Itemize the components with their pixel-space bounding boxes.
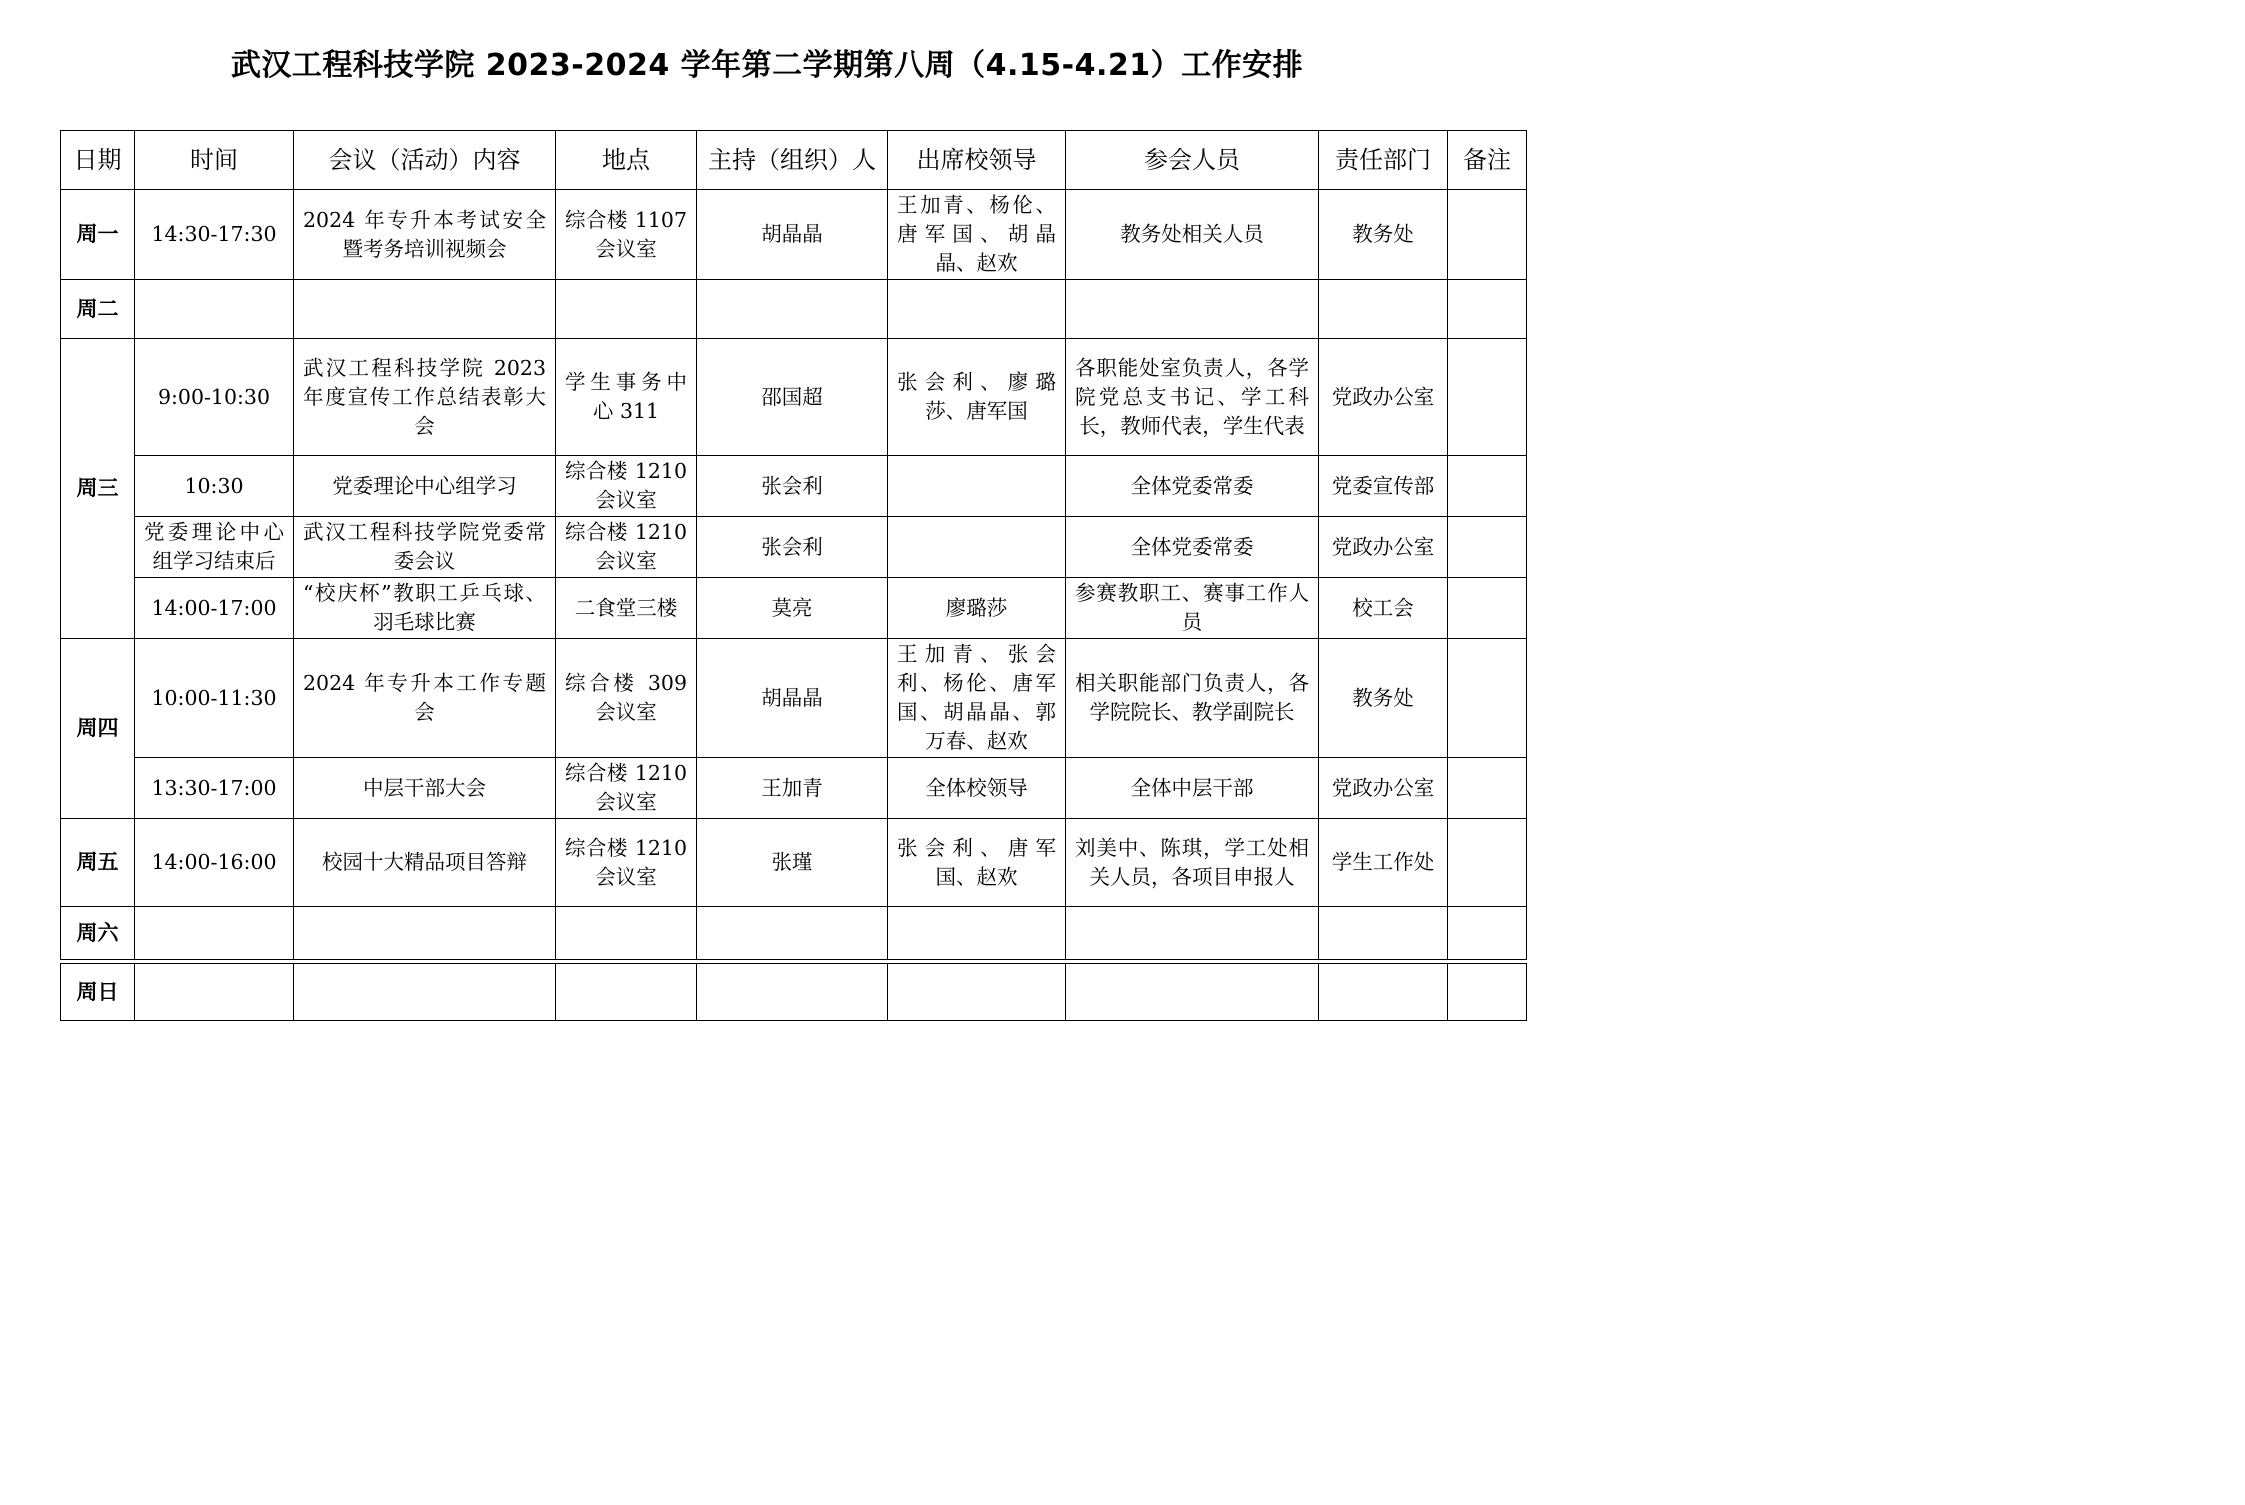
attendees-cell: 全体党委常委 bbox=[1066, 517, 1319, 578]
time-cell: 14:30-17:30 bbox=[135, 190, 294, 280]
host-cell bbox=[697, 964, 888, 1021]
content-cell bbox=[294, 280, 556, 339]
day-wednesday: 周三 bbox=[61, 339, 135, 639]
table-row bbox=[61, 517, 1527, 578]
note-cell bbox=[1448, 907, 1527, 960]
leaders-cell: 张会利、唐军国、赵欢 bbox=[888, 819, 1066, 907]
table-row bbox=[61, 578, 1527, 639]
location-cell bbox=[556, 964, 697, 1021]
table-row bbox=[61, 758, 1527, 819]
host-cell: 张会利 bbox=[697, 456, 888, 517]
attendees-cell: 全体党委常委 bbox=[1066, 456, 1319, 517]
note-cell bbox=[1448, 758, 1527, 819]
day-saturday: 周六 bbox=[61, 907, 135, 960]
time-cell bbox=[135, 964, 294, 1021]
note-cell bbox=[1448, 280, 1527, 339]
time-cell: 10:00-11:30 bbox=[135, 639, 294, 758]
attendees-cell: 参赛教职工、赛事工作人员 bbox=[1066, 578, 1319, 639]
day-sunday: 周日 bbox=[61, 964, 135, 1021]
header-note: 备注 bbox=[1448, 131, 1527, 190]
leaders-cell bbox=[888, 280, 1066, 339]
day-tuesday: 周二 bbox=[61, 280, 135, 339]
table-row bbox=[61, 907, 1527, 960]
time-cell: 10:30 bbox=[135, 456, 294, 517]
location-cell: 二食堂三楼 bbox=[556, 578, 697, 639]
header-time: 时间 bbox=[135, 131, 294, 190]
attendees-cell: 刘美中、陈琪，学工处相关人员，各项目申报人 bbox=[1066, 819, 1319, 907]
table-row bbox=[61, 456, 1527, 517]
content-cell: 武汉工程科技学院党委常委会议 bbox=[294, 517, 556, 578]
leaders-cell bbox=[888, 964, 1066, 1021]
content-cell: 党委理论中心组学习 bbox=[294, 456, 556, 517]
leaders-cell bbox=[888, 456, 1066, 517]
time-cell: 9:00-10:30 bbox=[135, 339, 294, 456]
day-thursday: 周四 bbox=[61, 639, 135, 819]
dept-cell: 党政办公室 bbox=[1319, 339, 1448, 456]
table-row bbox=[61, 339, 1527, 456]
dept-cell bbox=[1319, 280, 1448, 339]
table-row bbox=[61, 964, 1527, 1021]
note-cell bbox=[1448, 578, 1527, 639]
header-dept: 责任部门 bbox=[1319, 131, 1448, 190]
dept-cell: 党政办公室 bbox=[1319, 517, 1448, 578]
host-cell: 张会利 bbox=[697, 517, 888, 578]
note-cell bbox=[1448, 456, 1527, 517]
host-cell: 邵国超 bbox=[697, 339, 888, 456]
header-leaders: 出席校领导 bbox=[888, 131, 1066, 190]
leaders-cell: 全体校领导 bbox=[888, 758, 1066, 819]
host-cell bbox=[697, 280, 888, 339]
day-friday: 周五 bbox=[61, 819, 135, 907]
note-cell bbox=[1448, 819, 1527, 907]
attendees-cell bbox=[1066, 907, 1319, 960]
host-cell bbox=[697, 907, 888, 960]
dept-cell bbox=[1319, 964, 1448, 1021]
table-row bbox=[61, 639, 1527, 758]
leaders-cell bbox=[888, 907, 1066, 960]
dept-cell: 校工会 bbox=[1319, 578, 1448, 639]
table-row bbox=[61, 819, 1527, 907]
location-cell: 综合楼 1210 会议室 bbox=[556, 517, 697, 578]
location-cell bbox=[556, 280, 697, 339]
attendees-cell: 教务处相关人员 bbox=[1066, 190, 1319, 280]
time-cell bbox=[135, 907, 294, 960]
content-cell: 2024 年专升本工作专题会 bbox=[294, 639, 556, 758]
dept-cell: 党委宣传部 bbox=[1319, 456, 1448, 517]
attendees-cell: 全体中层干部 bbox=[1066, 758, 1319, 819]
location-cell: 学生事务中心 311 bbox=[556, 339, 697, 456]
leaders-cell: 廖璐莎 bbox=[888, 578, 1066, 639]
attendees-cell bbox=[1066, 280, 1319, 339]
table-row bbox=[61, 280, 1527, 339]
note-cell bbox=[1448, 190, 1527, 280]
note-cell bbox=[1448, 964, 1527, 1021]
host-cell: 胡晶晶 bbox=[697, 190, 888, 280]
time-cell: 14:00-17:00 bbox=[135, 578, 294, 639]
host-cell: 张瑾 bbox=[697, 819, 888, 907]
attendees-cell: 各职能处室负责人，各学院党总支书记、学工科长，教师代表，学生代表 bbox=[1066, 339, 1319, 456]
time-cell: 13:30-17:00 bbox=[135, 758, 294, 819]
leaders-cell bbox=[888, 517, 1066, 578]
day-monday: 周一 bbox=[61, 190, 135, 280]
host-cell: 莫亮 bbox=[697, 578, 888, 639]
header-row bbox=[61, 131, 1527, 190]
header-location: 地点 bbox=[556, 131, 697, 190]
dept-cell bbox=[1319, 907, 1448, 960]
content-cell: 2024 年专升本考试安全暨考务培训视频会 bbox=[294, 190, 556, 280]
time-cell: 党委理论中心组学习结束后 bbox=[135, 517, 294, 578]
host-cell: 王加青 bbox=[697, 758, 888, 819]
header-content: 会议（活动）内容 bbox=[294, 131, 556, 190]
dept-cell: 教务处 bbox=[1319, 639, 1448, 758]
leaders-cell: 王加青、张会利、杨伦、唐军国、胡晶晶、郭万春、赵欢 bbox=[888, 639, 1066, 758]
dept-cell: 教务处 bbox=[1319, 190, 1448, 280]
dept-cell: 党政办公室 bbox=[1319, 758, 1448, 819]
note-cell bbox=[1448, 517, 1527, 578]
header-host: 主持（组织）人 bbox=[697, 131, 888, 190]
header-date: 日期 bbox=[61, 131, 135, 190]
content-cell bbox=[294, 964, 556, 1021]
note-cell bbox=[1448, 339, 1527, 456]
location-cell: 综合楼 1210 会议室 bbox=[556, 819, 697, 907]
location-cell: 综合楼 1107 会议室 bbox=[556, 190, 697, 280]
leaders-cell: 王加青、杨伦、唐军国、胡晶晶、赵欢 bbox=[888, 190, 1066, 280]
leaders-cell: 张会利、廖璐莎、唐军国 bbox=[888, 339, 1066, 456]
table-row bbox=[61, 190, 1527, 280]
content-cell bbox=[294, 907, 556, 960]
location-cell: 综合楼 1210 会议室 bbox=[556, 758, 697, 819]
dept-cell: 学生工作处 bbox=[1319, 819, 1448, 907]
attendees-cell bbox=[1066, 964, 1319, 1021]
location-cell: 综合楼 1210 会议室 bbox=[556, 456, 697, 517]
time-cell bbox=[135, 280, 294, 339]
location-cell bbox=[556, 907, 697, 960]
schedule-table bbox=[60, 130, 1527, 1021]
location-cell: 综合楼 309 会议室 bbox=[556, 639, 697, 758]
content-cell: 校园十大精品项目答辩 bbox=[294, 819, 556, 907]
note-cell bbox=[1448, 639, 1527, 758]
time-cell: 14:00-16:00 bbox=[135, 819, 294, 907]
page-title: 武汉工程科技学院 2023-2024 学年第二学期第八周（4.15-4.21）工作安排 bbox=[230, 48, 1304, 83]
header-attendees: 参会人员 bbox=[1066, 131, 1319, 190]
content-cell: 武汉工程科技学院 2023 年度宣传工作总结表彰大会 bbox=[294, 339, 556, 456]
attendees-cell: 相关职能部门负责人，各学院院长、教学副院长 bbox=[1066, 639, 1319, 758]
host-cell: 胡晶晶 bbox=[697, 639, 888, 758]
content-cell: “校庆杯”教职工乒乓球、羽毛球比赛 bbox=[294, 578, 556, 639]
content-cell: 中层干部大会 bbox=[294, 758, 556, 819]
